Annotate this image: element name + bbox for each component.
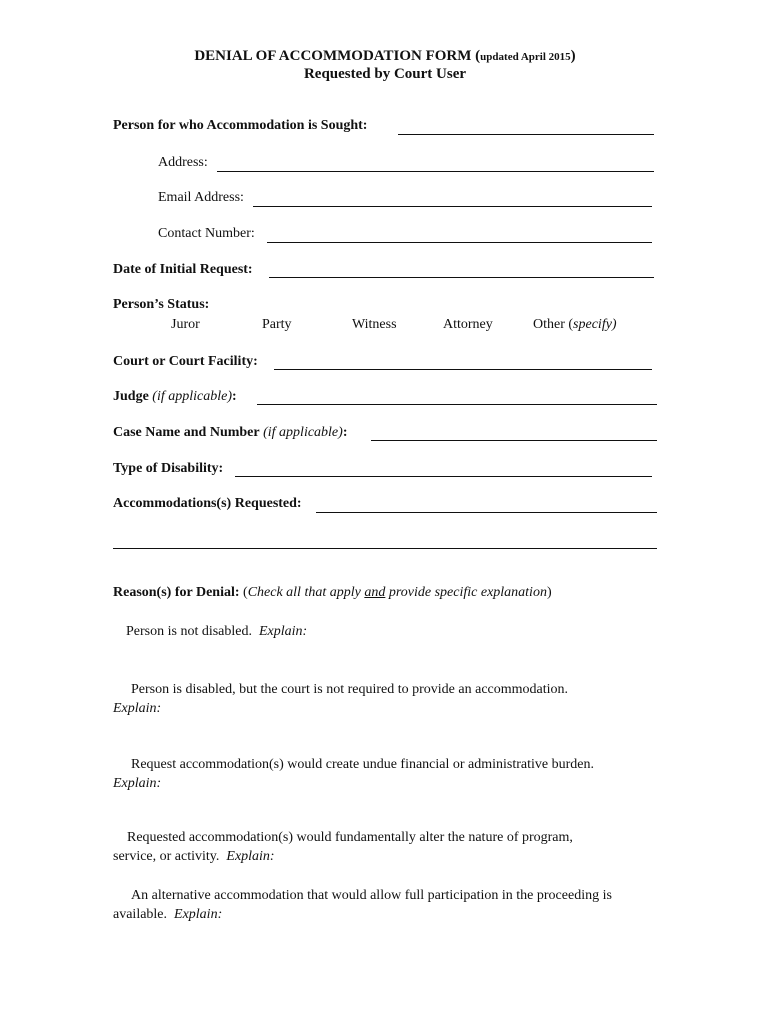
accommodations-field-line-2[interactable]	[113, 548, 657, 549]
form-subtitle: Requested by Court User	[303, 66, 467, 82]
reason-not-disabled[interactable]: Person is not disabled. Explain:	[126, 624, 308, 639]
disability-label: Type of Disability:	[113, 461, 224, 476]
reason-alternative-accommodation[interactable]: An alternative accommodation that would allow full participation in the proceeding is available. Explain:	[113, 888, 612, 922]
reason-not-required[interactable]: Person is disabled, but the court is not required to provide an accommodation. Explain:	[113, 682, 569, 716]
explain-label: Explain:	[226, 849, 275, 864]
status-option-witness[interactable]: Witness	[352, 317, 397, 332]
status-option-party[interactable]: Party	[262, 317, 292, 332]
explain-label: Explain:	[174, 907, 223, 922]
case-label: Case Name and Number (if applicable):	[113, 425, 348, 440]
reason-fundamental-alteration[interactable]: Requested accommodation(s) would fundamentally alter the nature of program, service, or activity. Explain:	[113, 830, 573, 864]
contact-field-line[interactable]	[267, 242, 652, 243]
case-field-line[interactable]	[371, 440, 657, 441]
judge-label: Judge (if applicable):	[113, 389, 237, 404]
court-label: Court or Court Facility:	[113, 354, 258, 369]
email-field-line[interactable]	[253, 206, 652, 207]
accommodations-label: Accommodations(s) Requested:	[113, 496, 302, 511]
court-field-line[interactable]	[274, 369, 652, 370]
date-label: Date of Initial Request:	[113, 262, 253, 277]
accommodations-field-line[interactable]	[316, 512, 657, 513]
status-label: Person’s Status:	[113, 297, 210, 312]
form-title-update-note: updated April 2015	[480, 51, 571, 63]
person-label: Person for who Accommodation is Sought:	[113, 118, 368, 133]
reasons-heading: Reason(s) for Denial: (Check all that apply and provide specific explanation)	[113, 585, 552, 600]
status-option-other[interactable]: Other (specify)	[533, 317, 617, 332]
explain-label: Explain:	[259, 624, 308, 639]
status-other-specify-note: specify)	[573, 317, 617, 332]
reason-undue-burden[interactable]: Request accommodation(s) would create undue financial or administrative burden. Explain:	[113, 757, 595, 791]
disability-field-line[interactable]	[235, 476, 652, 477]
address-field-line[interactable]	[217, 171, 654, 172]
judge-field-line[interactable]	[257, 404, 657, 405]
form-title-main: DENIAL OF ACCOMMODATION FORM	[194, 48, 472, 64]
email-label: Email Address:	[158, 190, 244, 205]
person-field-line[interactable]	[398, 134, 654, 135]
contact-label: Contact Number:	[158, 226, 255, 241]
form-title: DENIAL OF ACCOMMODATION FORM (updated April 2015)	[194, 48, 576, 64]
explain-label: Explain:	[113, 776, 162, 791]
status-option-attorney[interactable]: Attorney	[443, 317, 493, 332]
date-field-line[interactable]	[269, 277, 654, 278]
explain-label: Explain:	[113, 701, 162, 716]
status-option-juror[interactable]: Juror	[171, 317, 200, 332]
address-label: Address:	[158, 155, 208, 170]
